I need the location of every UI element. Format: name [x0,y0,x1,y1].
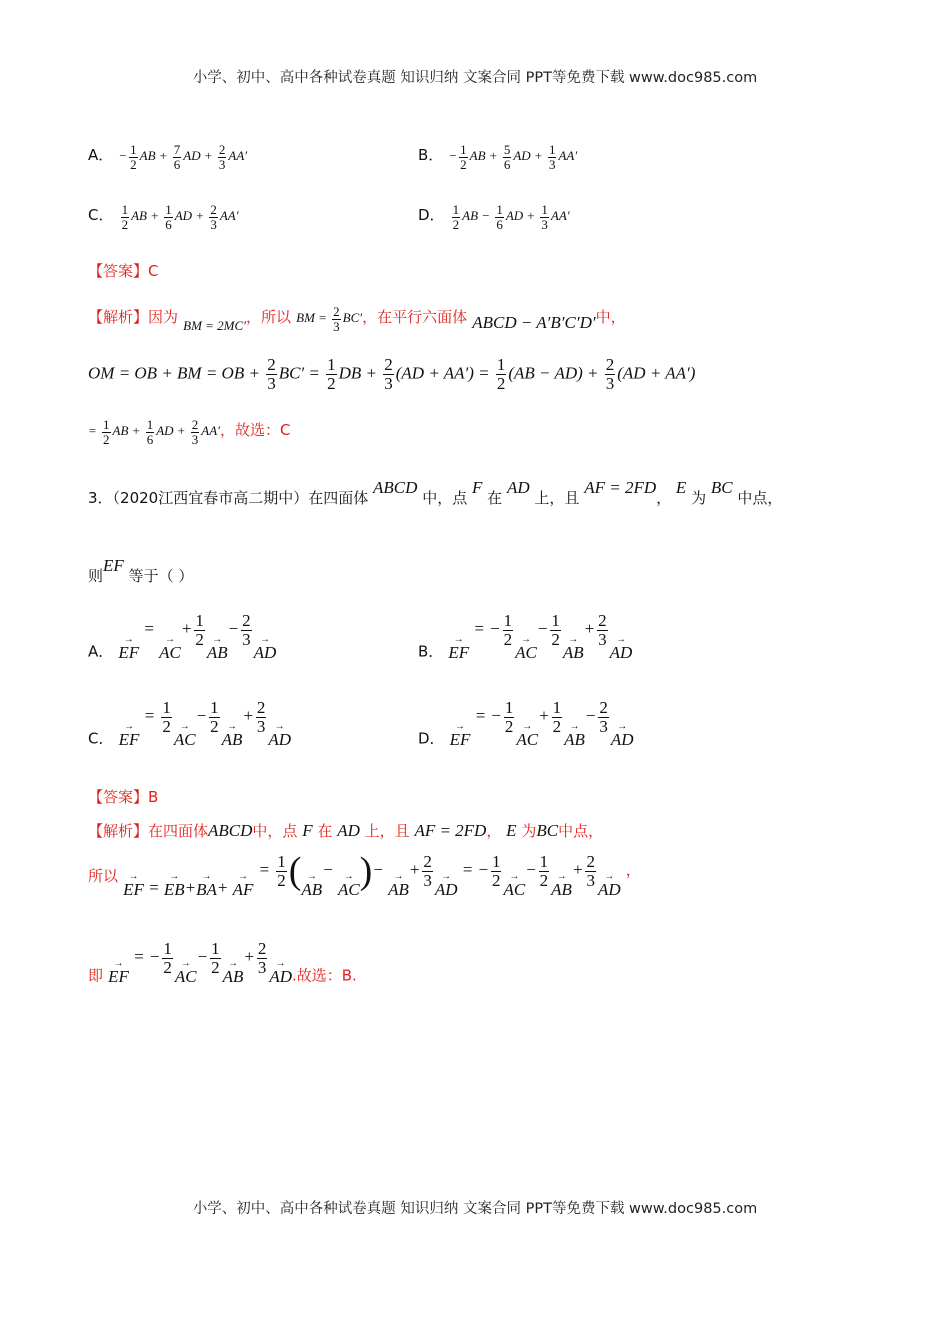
q3-analysis-line3: 即 → EF = − $\frac{1}{2}$ → AC− $\frac{1}{2}$ → AB+ $\frac{2}{3}$ → AD.故选：B. [88,939,357,987]
q2-option-a-formula: − $\frac{1}{2}$ AB + $\frac{7}{6}$ AD + $\frac{2}{3}$ AA′ [118,142,248,172]
q3-option-c-formula: → EF = $\frac{1}{2}$ → AC− $\frac{1}{2}$ → AB+ $\frac{2}{3}$ → AD [118,698,291,750]
q3-option-a-formula: → EF = → AC+ $\frac{1}{2}$ → AB− $\frac{2}{3}$ → AD [118,611,277,663]
q2-option-c: C． $\frac{1}{2}$ AB + $\frac{1}{6}$ AD + $\frac{2}{3}$ AA′ [88,202,239,232]
q3-option-d-formula: → EF = − $\frac{1}{2}$ → AC+ $\frac{1}{2}$ → AB− $\frac{2}{3}$ → AD [449,698,634,750]
q2-derivation-line2: = $\frac{1}{2}$ AB + $\frac{1}{6}$ AD + $\frac{2}{3}$ AA′，故选：C [88,417,291,447]
q3-analysis-line2: 所以 → EF = → EB+ → BA+ → AF = $\frac{1}{2}$ ( → AB− → AC)− → AB+ $\frac{2}{3}$ → AD = − $\frac{1}{2}$ → AC− $\frac{1}{2}$ → AB+ $\frac{2}{3}$ → AD ， [88,850,641,899]
q3-option-a: A． → EF = → AC+ $\frac{1}{2}$ → AB− $\frac{2}{3}$ → AD [88,611,277,663]
q3-stem-line2: 则EF 等于（ ） [88,556,194,585]
q2-answer: 【答案】C [88,262,159,280]
q3-option-b: B． → EF = − $\frac{1}{2}$ → AC− $\frac{1}{2}$ → AB+ $\frac{2}{3}$ → AD [418,611,633,663]
page-header: 小学、初中、高中各种试卷真题 知识归纳 文案合同 PPT等免费下载 www.doc985.com [192,70,758,86]
q2-derivation-line1: OM = OB + BM = OB + $\frac{2}{3}$ BC′ = $\frac{1}{2}$ DB + $\frac{2}{3}$ (AD + AA′) = $\frac{1}{2}$ (AB − AD) + $\frac{2}{3}$ (AD + AA′) [88,355,696,393]
q3-stem-line1: 3．（2020江西宜春市高二期中）在四面体 ABCD 中，点 F 在 AD 上，且 AF = 2FD， E 为 BC 中点， [88,478,783,507]
q2-analysis-line1: 【解析】因为 $_{BM = 2MC'}$，所以 BM = $\frac{2}{3}$ BC′，在平行六面体 ABCD − A′B′C′D′中， [88,304,626,334]
q2-option-c-formula: $\frac{1}{2}$ AB + $\frac{1}{6}$ AD + $\frac{2}{3}$ AA′ [121,202,239,232]
q2-option-b-formula: − $\frac{1}{2}$ AB + $\frac{5}{6}$ AD + $\frac{1}{3}$ AA′ [448,142,578,172]
q2-option-d: D． $\frac{1}{2}$ AB − $\frac{1}{6}$ AD + $\frac{1}{3}$ AA′ [418,202,570,232]
q3-option-b-formula: → EF = − $\frac{1}{2}$ → AC− $\frac{1}{2}$ → AB+ $\frac{2}{3}$ → AD [448,611,633,663]
q2-option-b: B． − $\frac{1}{2}$ AB + $\frac{5}{6}$ AD + $\frac{1}{3}$ AA′ [418,142,578,172]
q3-answer: 【答案】B [88,788,159,806]
q3-option-d: D． → EF = − $\frac{1}{2}$ → AC+ $\frac{1}{2}$ → AB− $\frac{2}{3}$ → AD [418,698,634,750]
q2-option-d-formula: $\frac{1}{2}$ AB − $\frac{1}{6}$ AD + $\frac{1}{3}$ AA′ [452,202,570,232]
q3-analysis-line1: 【解析】在四面体ABCD中，点 F 在 AD 上，且 AF = 2FD， E 为BC中点， [88,821,604,840]
q2-option-a: A． − $\frac{1}{2}$ AB + $\frac{7}{6}$ AD + $\frac{2}{3}$ AA′ [88,142,248,172]
page-footer: 小学、初中、高中各种试卷真题 知识归纳 文案合同 PPT等免费下载 www.doc985.com [192,1201,758,1217]
q3-option-c: C． → EF = $\frac{1}{2}$ → AC− $\frac{1}{2}$ → AB+ $\frac{2}{3}$ → AD [88,698,291,750]
